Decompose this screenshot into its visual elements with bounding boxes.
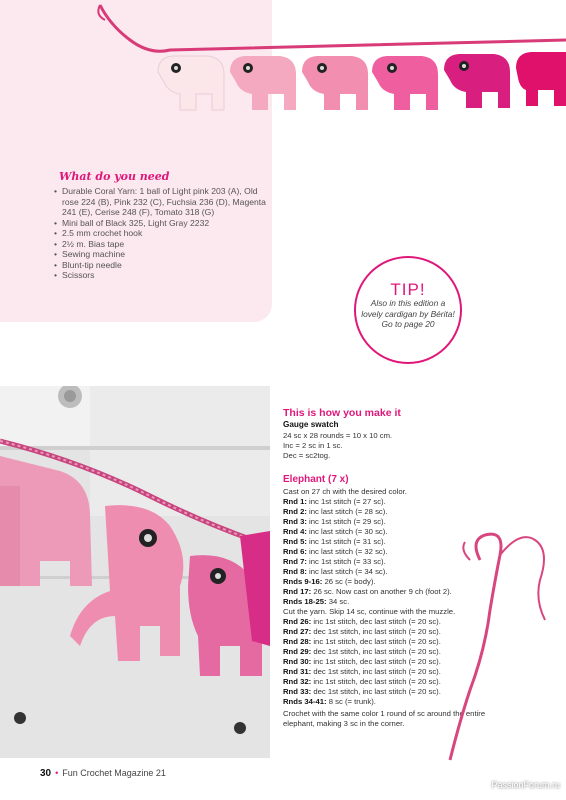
round-line: Rnd 5: inc 1st stitch (= 31 sc). [283,537,386,546]
round-line: Rnd 31: dec 1st stitch, inc last stitch (= 20 sc). [283,667,441,676]
instructions-title: This is how you make it [283,407,401,419]
round-line: Rnd 1: inc 1st stitch (= 27 sc). [283,497,386,506]
tip-text: Also in this edition a lovely cardigan by Bérita! Go to page 20 [361,298,455,329]
list-item: • Sewing machine [52,249,267,260]
needs-list [52,186,267,281]
round-line: Rnd 26: inc 1st stitch, dec last stitch (= 20 sc). [283,617,441,626]
round-line: Rnds 9-16: 26 sc (= body). [283,577,376,586]
elephant-intro: Cast on 27 ch with the desired color. [283,487,407,496]
round-line: Rnd 8: inc last stitch (= 34 sc). [283,567,388,576]
round-line: Rnd 4: inc last stitch (= 30 sc). [283,527,388,536]
elephant-row [158,52,566,110]
list-item: • 2½ m. Bias tape [52,239,267,250]
top-garland-photo [0,0,566,170]
round-line: Rnd 33: dec 1st stitch, inc last stitch (= 20 sc). [283,687,441,696]
round-line: Rnds 18-25: 34 sc. [283,597,350,606]
gauge-line: Dec = sc2tog. [283,451,331,460]
watermark: PassionForum.ru [491,780,560,790]
list-item: • 2.5 mm crochet hook [52,228,267,239]
page-number: 30 [40,768,52,779]
garland-drawer-photo [0,386,270,758]
list-item: • Scissors [52,270,267,281]
closing-line: Crochet with the same color 1 round of sc around the entire [283,709,486,718]
round-line: Rnd 27: dec 1st stitch, inc last stitch (= 20 sc). [283,627,441,636]
round-line: Rnd 6: inc last stitch (= 32 sc). [283,547,388,556]
round-line: Rnd 17: 26 sc. Now cast on another 9 ch (foot 2). [283,587,452,596]
closing-line: elephant, making 3 sc in the corner. [283,719,405,728]
round-line: Cut the yarn. Skip 14 sc, continue with the muzzle. [283,607,456,616]
gauge-line: 24 sc x 28 rounds = 10 x 10 cm. [283,431,393,440]
round-line: Rnd 29: dec 1st stitch, inc last stitch (= 20 sc). [283,647,441,656]
list-item: • Mini ball of Black 325, Light Gray 2232 [52,218,267,229]
round-line: Rnd 32: inc 1st stitch, dec last stitch (= 20 sc). [283,677,441,686]
round-line: Rnds 34-41: 8 sc (= trunk). [283,697,376,706]
gauge-line: Inc = 2 sc in 1 sc. [283,441,343,450]
needs-title: What do you need [59,170,170,183]
round-line: Rnd 3: inc 1st stitch (= 29 sc). [283,517,386,526]
page-footer: 30 • Fun Crochet Magazine 21 [40,768,166,779]
yarn-strand-decoration [440,520,566,770]
elephant-title: Elephant (7 x) [283,474,349,485]
tip-title: TIP! [390,280,426,299]
round-line: Rnd 7: inc 1st stitch (= 33 sc). [283,557,386,566]
round-line: Rnd 28: inc 1st stitch, dec last stitch (= 20 sc). [283,637,441,646]
magazine-name: Fun Crochet Magazine 21 [62,768,166,778]
round-line: Rnd 2: inc last stitch (= 28 sc). [283,507,388,516]
list-item: • Durable Coral Yarn: 1 ball of Light pink 203 (A), Old rose 224 (B), Pink 232 (C), Fuchsia 236 (D), Magenta 241 (E), Cerise 248 (F), Tomato 318 (G) [52,186,267,218]
list-item: • Blunt-tip needle [52,260,267,271]
gauge-swatch-title: Gauge swatch [283,420,339,429]
round-line: Rnd 30: inc 1st stitch, dec last stitch (= 20 sc). [283,657,441,666]
